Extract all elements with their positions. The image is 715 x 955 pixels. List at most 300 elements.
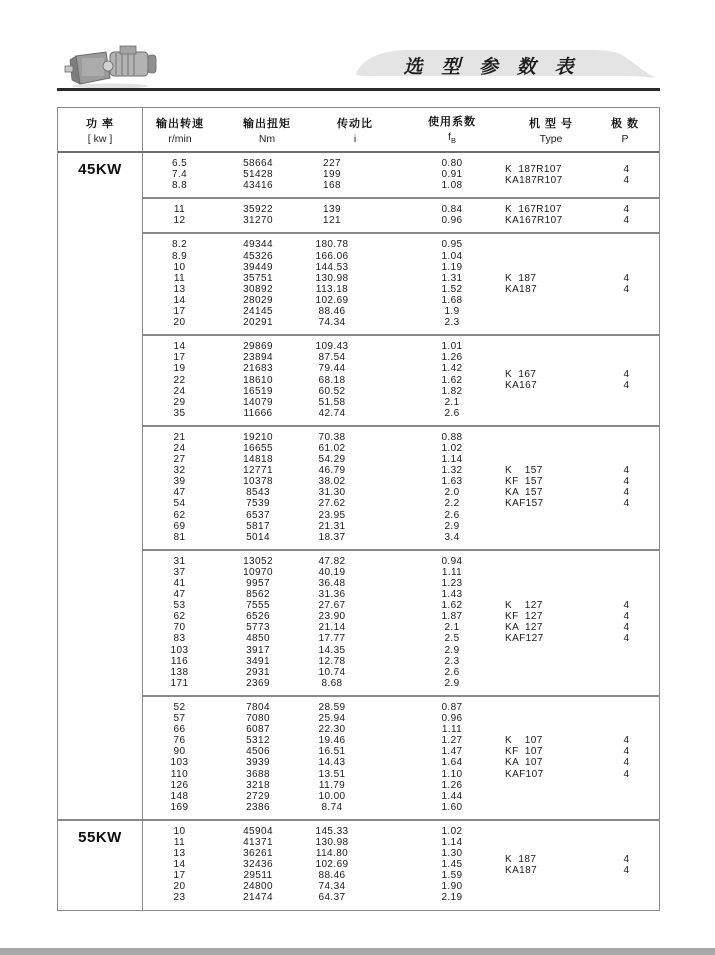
gear-group-row: [143, 695, 659, 819]
cell-value: 103: [170, 644, 189, 656]
cell-value: 11: [173, 836, 186, 848]
output-speed-values: [143, 341, 216, 419]
cell-value: 2.9: [444, 677, 460, 689]
cell-value: 16519: [243, 385, 273, 397]
cell-value: 7539: [246, 498, 270, 510]
output-torque-values: [216, 432, 300, 543]
pole-count-value: 4: [623, 735, 630, 747]
model-type-block: [505, 702, 659, 813]
cell-value: 1.19: [441, 261, 463, 273]
gear-group-row: [143, 153, 659, 197]
cell-value: 1.45: [441, 859, 463, 871]
model-type-block: [505, 341, 659, 419]
cell-value: 36.48: [318, 578, 346, 589]
cell-value: 31.30: [318, 487, 346, 499]
cell-value: 1.63: [441, 476, 463, 488]
cell-value: 1.23: [441, 578, 463, 589]
cell-value: 30892: [243, 283, 273, 295]
model-type-value: KAF127: [505, 633, 544, 645]
cell-value: 54.29: [318, 454, 346, 466]
cell-value: 4850: [246, 633, 270, 645]
model-type-line: [505, 633, 659, 644]
cell-value: 102.69: [315, 294, 349, 306]
model-type-line: [505, 487, 659, 498]
cell-value: 47: [173, 589, 186, 601]
cell-value: 2.2: [444, 498, 460, 510]
cell-value: 113.18: [315, 283, 349, 295]
ratio-values: [300, 204, 364, 226]
model-type-block: [505, 158, 659, 191]
model-type-value: K 187: [505, 853, 537, 865]
pole-count-value: 4: [623, 163, 630, 175]
cell-value: 169: [170, 801, 189, 813]
gear-group-row: [143, 232, 659, 334]
cell-value: 199: [323, 169, 341, 181]
output-speed-values: [143, 158, 216, 191]
model-type-line: [505, 164, 659, 175]
cell-value: 168: [323, 180, 341, 192]
pole-count-value: 4: [623, 476, 630, 488]
power-rating-label: 45KW: [78, 161, 122, 178]
cell-value: 20291: [243, 317, 273, 329]
cell-value: 3218: [246, 779, 270, 791]
cell-value: 35: [173, 407, 186, 419]
model-type-value: KF 157: [505, 476, 543, 488]
cell-value: 5014: [246, 531, 270, 543]
pole-count-value: 4: [623, 633, 630, 645]
cell-value: 171: [170, 677, 189, 689]
title-banner: [352, 45, 658, 83]
cell-value: 87.54: [318, 352, 346, 364]
output-speed-values: [143, 204, 216, 226]
cell-value: 6526: [246, 611, 270, 623]
gear-groups: [143, 821, 659, 910]
cell-value: 109.43: [315, 341, 349, 353]
cell-value: 62: [173, 509, 186, 521]
cell-value: 2.0: [444, 487, 460, 499]
cell-value: 23894: [243, 352, 273, 364]
model-type-value: K 157: [505, 465, 543, 477]
pole-count-value: 4: [623, 380, 630, 392]
cell-value: 11: [173, 272, 186, 284]
cell-value: 10: [173, 261, 186, 273]
pole-count-value: 4: [623, 487, 630, 499]
cell-value: 8.9: [171, 250, 188, 262]
output-torque-values: [216, 341, 300, 419]
cell-value: 35922: [243, 204, 273, 216]
cell-value: 227: [323, 158, 341, 169]
cell-value: 60.52: [318, 385, 346, 397]
cell-value: 4506: [246, 746, 270, 758]
model-type-line: [505, 465, 659, 476]
page-title: 选 型 参 数 表: [403, 57, 581, 78]
col-header-poles: 极 数 P: [610, 117, 640, 145]
cell-value: 29869: [243, 341, 273, 353]
model-type-block: [505, 239, 659, 328]
model-type-value: KA187R107: [505, 174, 563, 186]
model-type-value: KAF107: [505, 768, 544, 780]
service-factor-values: [418, 432, 486, 543]
service-factor-values: [418, 341, 486, 419]
cell-value: 21.31: [318, 520, 346, 532]
model-type-line: [505, 273, 659, 284]
service-factor-values: [418, 826, 486, 904]
cell-value: 39: [173, 476, 186, 488]
cell-value: 116: [170, 655, 189, 667]
model-type-line: [505, 175, 659, 186]
cell-value: 39449: [243, 261, 273, 273]
cell-value: 29: [173, 396, 186, 408]
cell-value: 41: [173, 578, 186, 589]
cell-value: 2386: [246, 801, 270, 813]
cell-value: 46.79: [318, 465, 346, 477]
cell-value: 16655: [243, 442, 273, 454]
model-type-value: KA187: [505, 864, 538, 876]
gear-group-row: [143, 197, 659, 232]
cell-value: 10.74: [318, 666, 346, 678]
model-type-value: K 127: [505, 600, 543, 612]
cell-value: 74.34: [318, 881, 346, 893]
pole-count-value: 4: [623, 746, 630, 758]
cell-value: 8.68: [321, 677, 343, 689]
cell-value: 14.43: [318, 757, 346, 769]
cell-value: 138: [170, 666, 189, 678]
page-footer-bar: [0, 948, 715, 955]
gear-groups: [143, 153, 659, 819]
cell-value: 103: [170, 757, 189, 769]
cell-value: 25.94: [318, 713, 346, 725]
output-speed-values: [143, 826, 216, 904]
pole-count-value: 4: [623, 757, 630, 769]
cell-value: 7.4: [171, 169, 188, 181]
pole-count-value: 4: [623, 204, 630, 216]
service-factor-values: [418, 158, 486, 191]
cell-value: 31.36: [318, 589, 346, 601]
cell-value: 17: [173, 352, 186, 364]
cell-value: 0.91: [441, 169, 463, 181]
model-type-line: [505, 369, 659, 380]
cell-value: 1.02: [441, 825, 463, 837]
model-type-value: KAF157: [505, 498, 544, 510]
pole-count-value: 4: [623, 283, 630, 295]
service-factor-values: [418, 204, 486, 226]
cell-value: 12.78: [318, 655, 346, 667]
service-factor-values: [418, 702, 486, 813]
cell-value: 57: [173, 713, 186, 725]
cell-value: 1.32: [441, 465, 463, 477]
ratio-values: [300, 239, 364, 328]
cell-value: 1.10: [441, 768, 463, 780]
cell-value: 2.3: [444, 317, 460, 329]
model-type-value: KA167R107: [505, 215, 563, 227]
model-type-block: [505, 556, 659, 689]
cell-value: 0.96: [441, 713, 463, 725]
cell-value: 45326: [243, 250, 273, 262]
cell-value: 81: [173, 531, 186, 543]
cell-value: 1.44: [441, 790, 463, 802]
model-type-block: [505, 432, 659, 543]
cell-value: 0.95: [441, 239, 463, 251]
model-type-value: K 187R107: [505, 163, 562, 175]
cell-value: 21474: [243, 892, 273, 904]
output-speed-values: [143, 239, 216, 328]
cell-value: 35751: [243, 272, 273, 284]
cell-value: 47.82: [318, 555, 346, 567]
cell-value: 16.51: [318, 746, 346, 758]
cell-value: 1.31: [441, 272, 463, 284]
cell-value: 2.6: [444, 509, 460, 521]
cell-value: 1.04: [441, 250, 463, 262]
cell-value: 7080: [246, 713, 270, 725]
cell-value: 1.9: [444, 306, 460, 318]
cell-value: 1.14: [441, 454, 463, 466]
cell-value: 70: [173, 622, 186, 634]
output-speed-values: [143, 702, 216, 813]
cell-value: 114.80: [315, 848, 349, 860]
col-header-ratio: 传动比 i: [337, 117, 373, 145]
pole-count-value: 4: [623, 622, 630, 634]
cell-value: 1.47: [441, 746, 463, 758]
ratio-values: [300, 432, 364, 543]
cell-value: 12: [173, 215, 186, 227]
cell-value: 27.67: [318, 600, 346, 612]
cell-value: 20: [173, 317, 186, 329]
pole-count-value: 4: [623, 768, 630, 780]
cell-value: 3.4: [444, 531, 460, 543]
cell-value: 38.02: [318, 476, 346, 488]
ratio-values: [300, 702, 364, 813]
cell-value: 0.94: [441, 555, 463, 567]
power-section: [58, 153, 659, 819]
cell-value: 58664: [243, 158, 273, 169]
cell-value: 5773: [246, 622, 270, 634]
pole-count-value: 4: [623, 853, 630, 865]
cell-value: 1.68: [441, 294, 463, 306]
cell-value: 17: [173, 870, 186, 882]
cell-value: 2.6: [444, 407, 460, 419]
model-type-value: KF 127: [505, 611, 543, 623]
cell-value: 66: [173, 724, 186, 736]
cell-value: 32: [173, 465, 186, 477]
cell-value: 24800: [243, 881, 273, 893]
cell-value: 102.69: [315, 859, 349, 871]
output-torque-values: [216, 556, 300, 689]
model-type-block: [505, 204, 659, 226]
cell-value: 68.18: [318, 374, 346, 386]
cell-value: 47: [173, 487, 186, 499]
cell-value: 22: [173, 374, 186, 386]
output-torque-values: [216, 702, 300, 813]
cell-value: 2.3: [444, 655, 460, 667]
cell-value: 130.98: [315, 272, 349, 284]
cell-value: 8562: [246, 589, 270, 601]
model-type-value: KA 107: [505, 757, 543, 769]
cell-value: 40.19: [318, 566, 346, 578]
col-header-power: [58, 108, 143, 151]
cell-value: 126: [170, 779, 189, 791]
cell-value: 27.62: [318, 498, 346, 510]
cell-value: 24: [173, 442, 186, 454]
cell-value: 1.64: [441, 757, 463, 769]
pole-count-value: 4: [623, 600, 630, 612]
col-header-output-torque: 输出扭矩 Nm: [243, 117, 291, 145]
model-type-line: [505, 854, 659, 865]
model-type-value: KA 157: [505, 487, 543, 499]
cell-value: 2.1: [444, 396, 460, 408]
cell-value: 2.9: [444, 520, 460, 532]
model-type-line: [505, 215, 659, 226]
cell-value: 0.88: [441, 431, 463, 443]
cell-value: 166.06: [315, 250, 349, 262]
cell-value: 88.46: [318, 306, 346, 318]
cell-value: 2.9: [444, 644, 460, 656]
ratio-values: [300, 556, 364, 689]
cell-value: 28029: [243, 294, 273, 306]
cell-value: 19.46: [318, 735, 346, 747]
cell-value: 19: [173, 363, 186, 375]
col-header-model-type: 机 型 号 Type: [528, 117, 574, 145]
cell-value: 1.59: [441, 870, 463, 882]
cell-value: 8.74: [321, 801, 343, 813]
cell-value: 1.01: [441, 341, 463, 353]
model-type-line: [505, 600, 659, 611]
cell-value: 130.98: [315, 836, 349, 848]
service-factor-values: [418, 239, 486, 328]
cell-value: 42.74: [318, 407, 346, 419]
cell-value: 76: [173, 735, 186, 747]
model-type-line: [505, 284, 659, 295]
model-type-block: [505, 826, 659, 904]
output-torque-values: [216, 239, 300, 328]
gear-group-row: [143, 334, 659, 425]
cell-value: 10970: [243, 566, 273, 578]
cell-value: 41371: [243, 836, 273, 848]
model-type-line: [505, 380, 659, 391]
cell-value: 1.60: [441, 801, 463, 813]
model-type-line: [505, 476, 659, 487]
cell-value: 13.51: [318, 768, 346, 780]
cell-value: 2729: [246, 790, 270, 802]
cell-value: 14: [173, 341, 186, 353]
cell-value: 0.96: [441, 215, 463, 227]
cell-value: 1.08: [441, 180, 463, 192]
output-torque-values: [216, 204, 300, 226]
cell-value: 49344: [243, 239, 273, 251]
power-section: [58, 819, 659, 910]
cell-value: 64.37: [318, 892, 346, 904]
cell-value: 13052: [243, 555, 273, 567]
output-speed-values: [143, 432, 216, 543]
cell-value: 3688: [246, 768, 270, 780]
cell-value: 1.30: [441, 848, 463, 860]
header-divider-rule: [57, 88, 660, 91]
gearmotor-photo: [62, 42, 168, 90]
cell-value: 31270: [243, 215, 273, 227]
table-header-row: [58, 108, 659, 153]
cell-value: 2.19: [441, 892, 463, 904]
model-type-value: KA187: [505, 283, 538, 295]
model-type-line: [505, 746, 659, 757]
model-type-value: KF 107: [505, 746, 543, 758]
cell-value: 23.95: [318, 509, 346, 521]
pole-count-value: 4: [623, 498, 630, 510]
model-type-line: [505, 769, 659, 780]
cell-value: 6.5: [171, 158, 188, 169]
cell-value: 22.30: [318, 724, 346, 736]
table-body: [58, 153, 659, 910]
cell-value: 14079: [243, 396, 273, 408]
power-rating-label: 55KW: [78, 828, 122, 846]
ratio-values: [300, 341, 364, 419]
pole-count-value: 4: [623, 465, 630, 477]
model-type-value: K 187: [505, 272, 537, 284]
col-header-output-speed: 输出转速 r/min: [156, 117, 204, 145]
cell-value: 12771: [243, 465, 273, 477]
pole-count-value: 4: [623, 611, 630, 623]
service-factor-values: [418, 556, 486, 689]
cell-value: 8.8: [171, 180, 188, 192]
ratio-values: [300, 158, 364, 191]
cell-value: 43416: [243, 180, 273, 192]
cell-value: 6537: [246, 509, 270, 521]
cell-value: 19210: [243, 431, 273, 443]
cell-value: 45904: [243, 825, 273, 837]
cell-value: 148: [170, 790, 189, 802]
cell-value: 2931: [246, 666, 270, 678]
cell-value: 18610: [243, 374, 273, 386]
cell-value: 27: [173, 454, 186, 466]
pole-count-value: 4: [623, 368, 630, 380]
output-torque-values: [216, 826, 300, 904]
cell-value: 61.02: [318, 442, 346, 454]
cell-value: 31: [173, 555, 186, 567]
cell-value: 144.53: [315, 261, 349, 273]
cell-value: 79.44: [318, 363, 346, 375]
cell-value: 14.35: [318, 644, 346, 656]
cell-value: 139: [323, 204, 341, 216]
cell-value: 13: [173, 283, 186, 295]
gear-group-row: [143, 821, 659, 910]
cell-value: 53: [173, 600, 186, 612]
cell-value: 180.78: [315, 239, 349, 251]
cell-value: 1.14: [441, 836, 463, 848]
cell-value: 21683: [243, 363, 273, 375]
model-type-line: [505, 865, 659, 876]
col-header-power-zh: 功 率: [85, 117, 115, 130]
cell-value: 2369: [246, 677, 270, 689]
cell-value: 1.62: [441, 600, 463, 612]
cell-value: 5312: [246, 735, 270, 747]
cell-value: 1.02: [441, 442, 463, 454]
cell-value: 18.37: [318, 531, 346, 543]
pole-count-value: 4: [623, 174, 630, 186]
cell-value: 6087: [246, 724, 270, 736]
gearmotor-icon: [62, 42, 168, 90]
model-type-value: K 167: [505, 368, 537, 380]
cell-value: 74.34: [318, 317, 346, 329]
cell-value: 7804: [246, 701, 270, 713]
cell-value: 0.87: [441, 701, 463, 713]
cell-value: 2.5: [444, 633, 460, 645]
cell-value: 10: [173, 825, 186, 837]
cell-value: 10378: [243, 476, 273, 488]
cell-value: 23: [173, 892, 186, 904]
cell-value: 88.46: [318, 870, 346, 882]
cell-value: 0.84: [441, 204, 463, 216]
model-type-line: [505, 498, 659, 509]
model-type-value: KA167: [505, 380, 538, 392]
cell-value: 1.11: [441, 724, 463, 736]
